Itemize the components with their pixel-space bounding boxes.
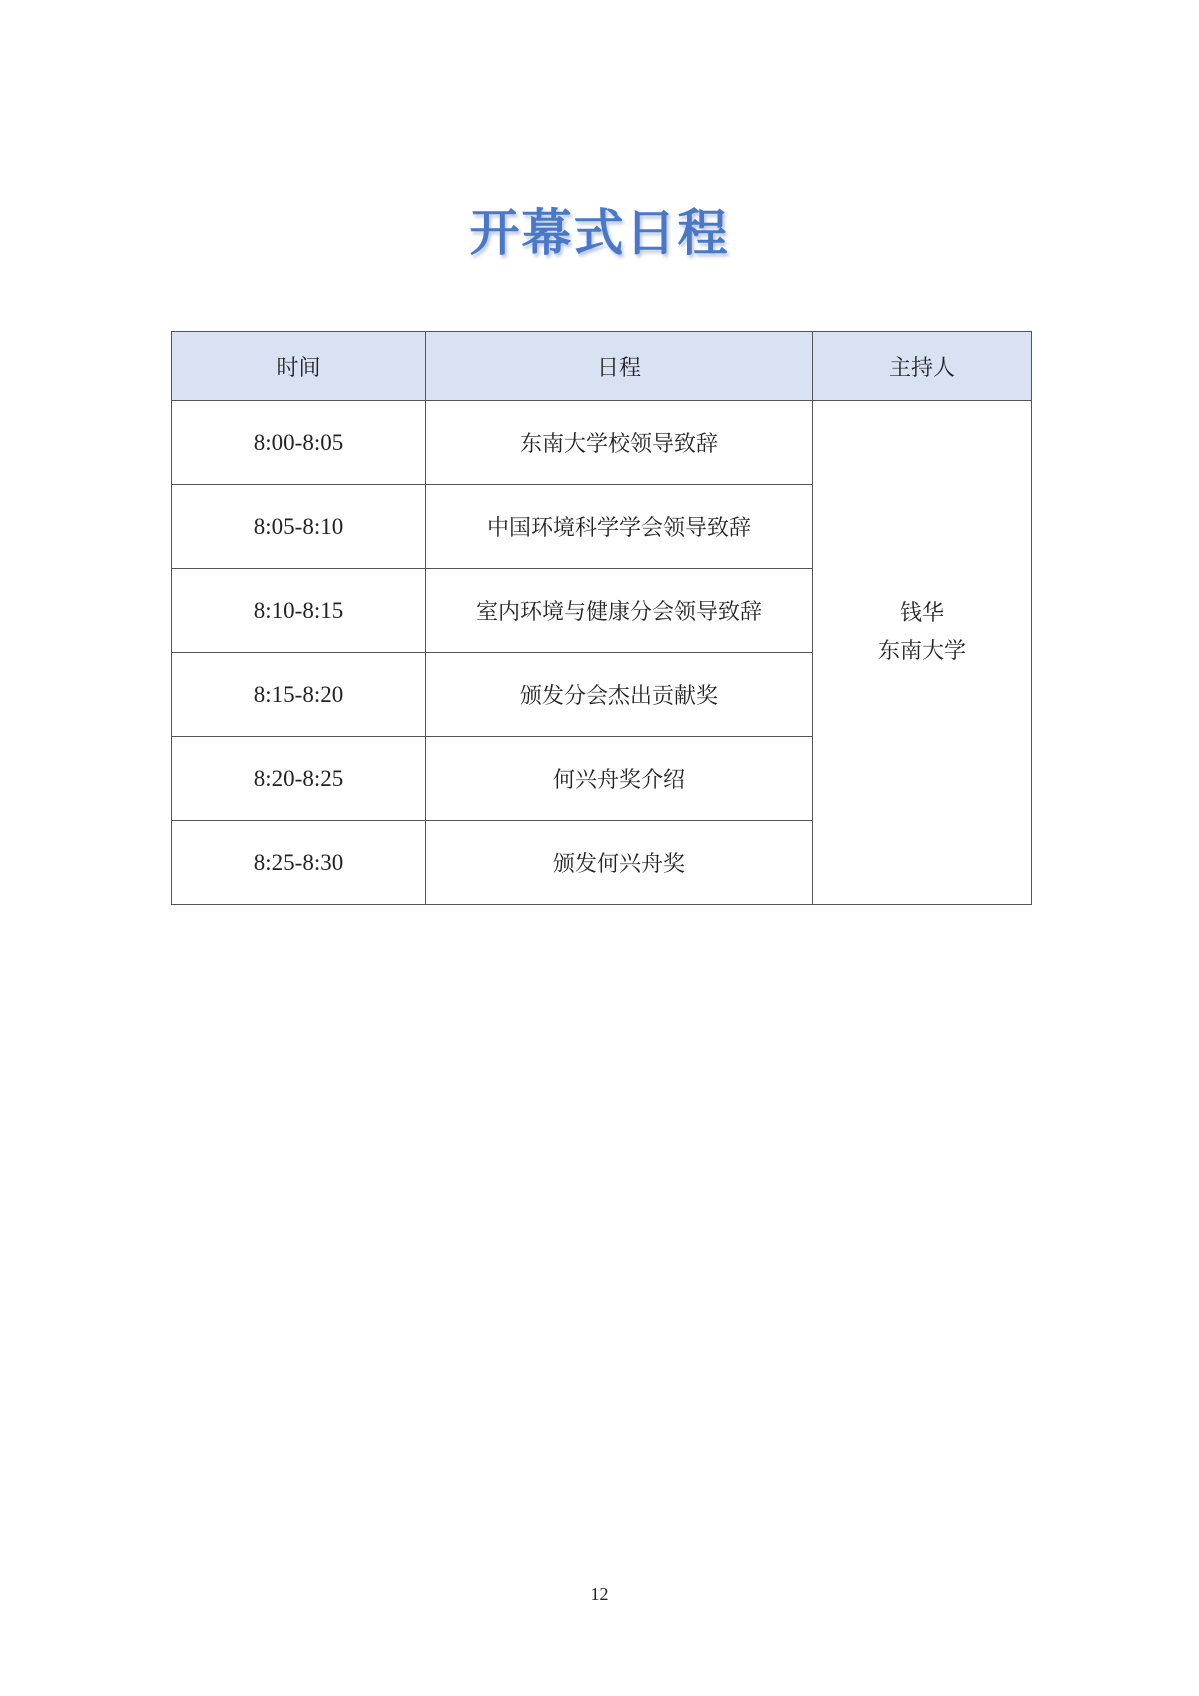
header-host: 主持人: [813, 332, 1032, 401]
host-affiliation: 东南大学: [877, 638, 966, 664]
header-agenda: 日程: [426, 332, 813, 401]
table-row: [172, 401, 1032, 485]
time-cell: 8:25-8:30: [172, 821, 426, 905]
agenda-cell: 室内环境与健康分会领导致辞: [426, 569, 813, 653]
time-cell: 8:10-8:15: [172, 569, 426, 653]
time-cell: 8:05-8:10: [172, 485, 426, 569]
time-cell: 8:15-8:20: [172, 653, 426, 737]
time-cell: 8:20-8:25: [172, 737, 426, 821]
table-header-row: [172, 332, 1032, 401]
agenda-cell: 中国环境科学学会领导致辞: [426, 485, 813, 569]
page-number: 12: [590, 1584, 609, 1604]
agenda-cell: 何兴舟奖介绍: [426, 737, 813, 821]
header-time: 时间: [172, 332, 426, 401]
time-cell: 8:00-8:05: [172, 401, 426, 485]
host-cell: [813, 401, 1032, 905]
page-title: 开幕式日程: [469, 204, 730, 262]
agenda-cell: 颁发何兴舟奖: [426, 821, 813, 905]
agenda-cell: 东南大学校领导致辞: [426, 401, 813, 485]
host-name: 钱华: [899, 600, 944, 626]
agenda-cell: 颁发分会杰出贡献奖: [426, 653, 813, 737]
schedule-table: [171, 331, 1032, 905]
